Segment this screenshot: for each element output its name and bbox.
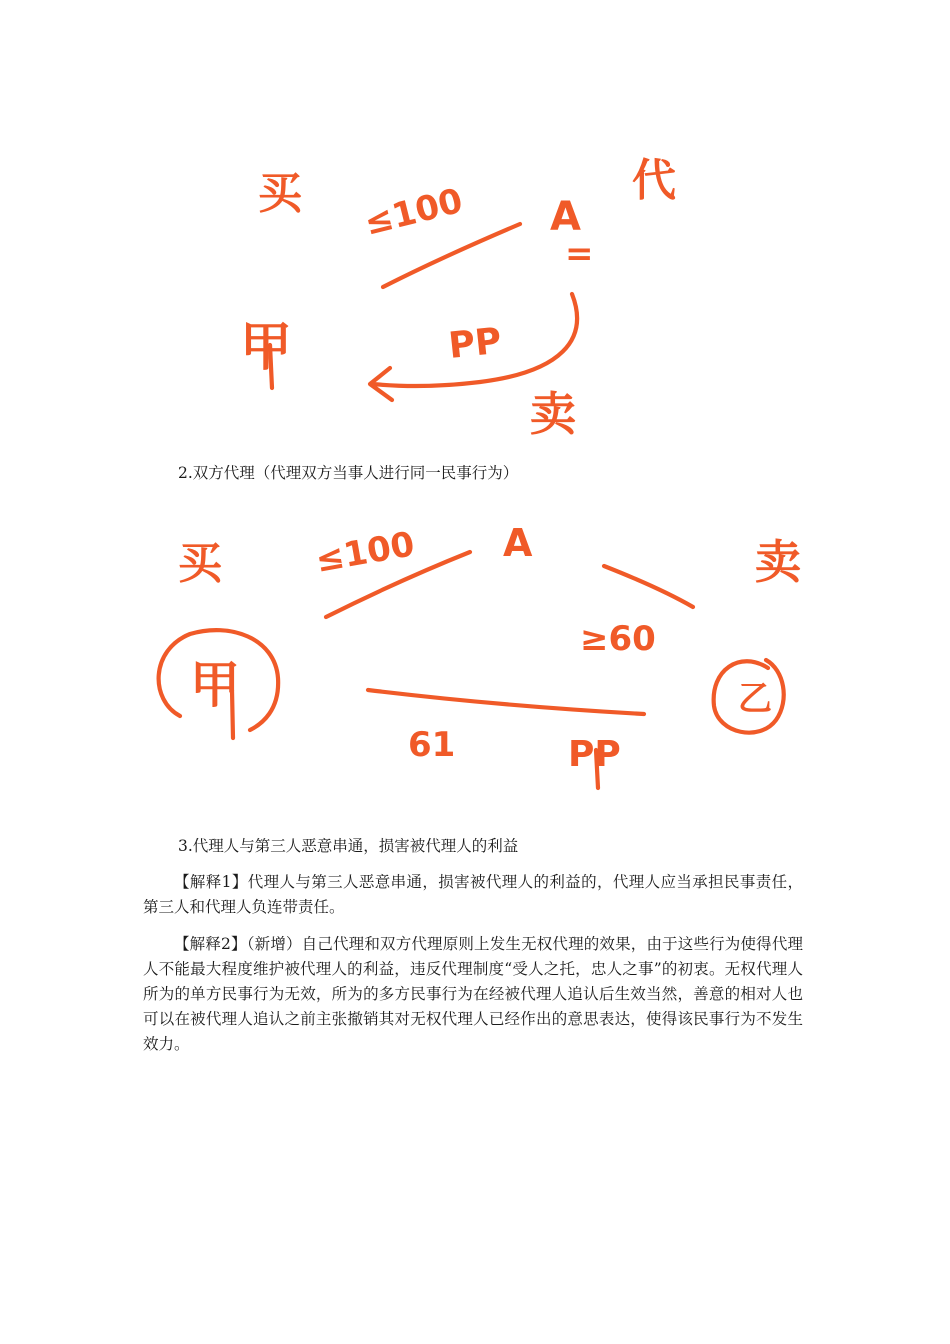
explanation-1-text: 【解释1】代理人与第三人恶意串通，损害被代理人的利益的，代理人应当承担民事责任，第三人和代理人负连带责任。: [143, 873, 803, 916]
sketch1-agent-label: 代: [632, 155, 676, 206]
sketch2-bottom-line: [368, 690, 644, 714]
heading-dual-agency: 2.双方代理（代理双方当事人进行同一民事行为）: [178, 464, 519, 482]
sketch2-61-label: 61: [408, 725, 456, 765]
dual-agency-sketch: [0, 510, 950, 800]
sketch2-le100-label: ≤100: [312, 524, 418, 581]
heading-malicious-collusion: 3.代理人与第三人恶意串通，损害被代理人的利益: [178, 837, 519, 855]
sketch1-jia-tail: [270, 345, 272, 388]
sketch1-sell-label: 卖: [530, 387, 576, 441]
sketch1-le100-label: ≤100: [360, 180, 467, 244]
sketch1-pp-label: PP: [446, 320, 504, 367]
sketch2-sell-label: 卖: [755, 535, 801, 589]
sketch2-ge60-label: ≥60: [580, 619, 656, 659]
sketch2-jia-tail: [232, 690, 233, 738]
sketch1-buy-label: 买: [258, 168, 302, 219]
explanation-2-text: 【解释2】（新增）自己代理和双方代理原则上发生无权代理的效果，由于这些行为使得代理人不能最大程度维护被代理人的利益，违反代理制度“受人之托，忠人之事”的初衷。无权代理人所为的单方民事行为无效，所为的多方民事行为在经被代理人追认后生效当然，善意的相对人也可以在被代理人追认之前主张撤销其对无权代理人已经作出的意思表达，使得该民事行为不发生效力。: [143, 935, 803, 1053]
explanation-1: [143, 870, 803, 920]
sketch2-yi-label: 乙: [738, 679, 772, 719]
sketch2-pp-label: PP: [568, 734, 621, 775]
sketch1-eq-label: =: [565, 234, 594, 274]
sketch2-right-line: [604, 566, 693, 607]
sketch2-jia-label: 甲: [190, 656, 240, 714]
sketch2-A-label: A: [503, 521, 533, 565]
sketch2-pp-tail: [596, 750, 598, 788]
explanation-2: [143, 932, 803, 1057]
self-agency-sketch: [0, 140, 950, 450]
sketch2-buy-label: 买: [178, 538, 222, 589]
sketch1-jia-label: 甲: [240, 318, 293, 378]
sketch1-A-label: A: [550, 194, 581, 240]
